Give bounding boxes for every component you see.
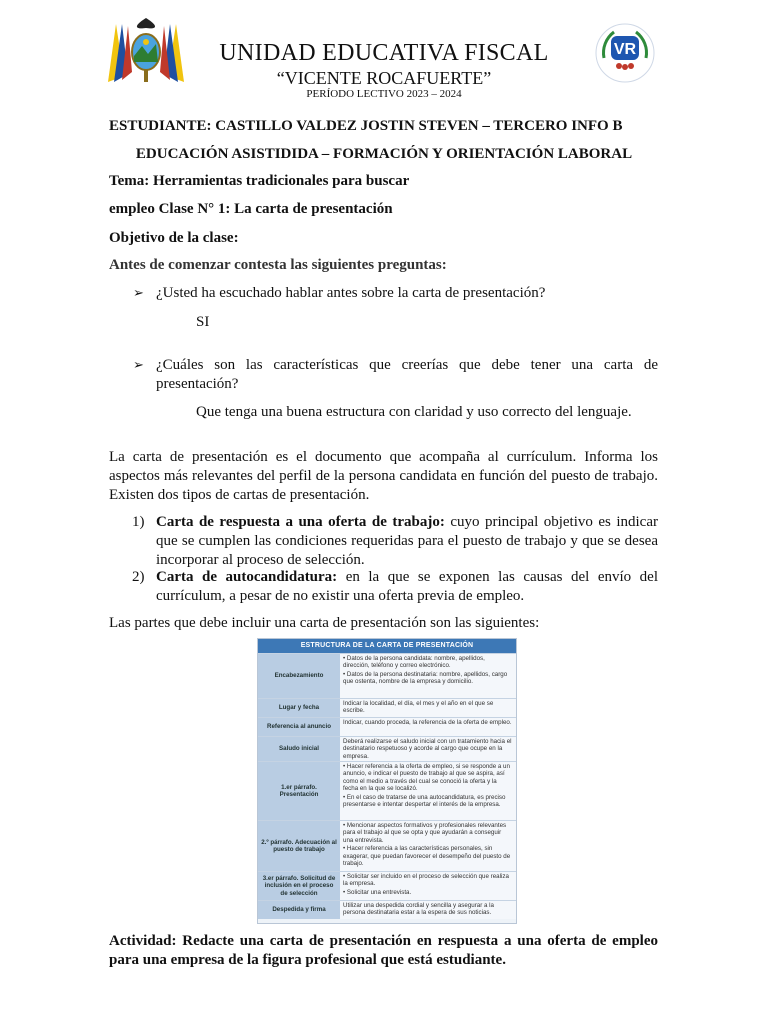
paragraph-intro: La carta de presentación es el documento que acompaña al currículum. Informa los aspectos más relevantes del perfil de la persona candidata en función del puesto de trabajo. Existen dos tipos de cartas de presentación. <box>109 449 658 503</box>
table-cell-text: • Hacer referencia a la oferta de empleo, si se responde a un anuncio, e indicar el puesto de trabajo al que se aspira, así como el medio a través del cual se conoció la oferta y la fecha en la que se localizó. <box>343 763 510 793</box>
table-row-content <box>340 699 516 717</box>
table-cell-text: Deberá realizarse el saludo inicial con un tratamiento hacia el destinatario respetuoso y acorde al cargo que ocupe en la empresa. <box>343 738 512 760</box>
table-row-content <box>340 654 516 698</box>
table-row-content <box>340 762 516 820</box>
table-row-label: 2.º párrafo. Adecuación al puesto de trabajo <box>258 821 340 871</box>
paragraph-parts: Las partes que debe incluir una carta de presentación son las siguientes: <box>109 615 540 631</box>
school-title: UNIDAD EDUCATIVA FISCAL <box>219 40 549 66</box>
table-row-content <box>340 737 516 761</box>
table-cell-text: • Mencionar aspectos formativos y profesionales relevantes para el trabajo al que se opta y que ayudarán a conseguir una entrevista. <box>343 822 507 844</box>
table-row <box>258 900 516 919</box>
table-cell-text: Indicar, cuando proceda, la referencia de la oferta de empleo. <box>343 719 512 726</box>
table-cell-text: • Hacer referencia a las características personales, sin exagerar, que puedan favorecer el desempeño del puesto de trabajo. <box>343 845 511 868</box>
objective-heading: Objetivo de la clase: <box>109 230 239 246</box>
bullet-arrow-icon: ➢ <box>133 357 144 372</box>
questions-intro: Antes de comenzar contesta las siguientes preguntas: <box>109 257 447 273</box>
list-item-number: 2) <box>132 569 145 585</box>
subject-line: EDUCACIÓN ASISTIDIDA – FORMACIÓN Y ORIENTACIÓN LABORAL <box>135 146 633 162</box>
table-row-content <box>340 901 516 919</box>
list-item-text: cuyo principal objetivo es indicar que se cumplen las condiciones requeridas para el puesto de trabajo y que se desea incorporar al proceso de selección. <box>156 514 658 568</box>
topic-line-1: Tema: Herramientas tradicionales para buscar <box>109 173 410 189</box>
topic-line-2: empleo Clase N° 1: La carta de presentación <box>109 201 393 217</box>
school-period: PERÍODO LECTIVO 2023 – 2024 <box>306 88 462 100</box>
table-row <box>258 736 516 761</box>
table-row-label: 3.er párrafo. Solicitud de inclusión en el proceso de selección <box>258 872 340 900</box>
table-title: ESTRUCTURA DE LA CARTA DE PRESENTACIÓN <box>258 639 516 653</box>
question-2: ¿Cuáles son las características que creerías que debe tener una carta de presentación? <box>156 357 658 392</box>
table-cell-text: • En el caso de tratarse de una autocandidatura, es preciso presentarse e intentar despertar el interés de la empresa. <box>343 793 506 809</box>
table-row-label: Referencia al anuncio <box>258 718 340 736</box>
logo-text: VR <box>613 41 637 58</box>
answer-2: Que tenga una buena estructura con claridad y uso correcto del lenguaje. <box>196 404 632 420</box>
structure-table <box>257 638 517 924</box>
table-row-content <box>340 821 516 871</box>
table-cell-text: • Datos de la persona candidata: nombre, apellidos, dirección, teléfono y correo electrónico. <box>343 655 485 670</box>
table-row <box>258 653 516 698</box>
table-row-label: Encabezamiento <box>258 654 340 698</box>
table-row-content <box>340 872 516 900</box>
list-item-term: Carta de respuesta a una oferta de trabajo: <box>156 514 445 530</box>
table-row-content <box>340 718 516 736</box>
table-row <box>258 698 516 717</box>
bullet-arrow-icon: ➢ <box>133 285 144 300</box>
list-item-text: en la que se exponen las causas del envío del currículum, a pesar de no existir una oferta previa de empleo. <box>156 569 658 604</box>
question-1: ¿Usted ha escuchado hablar antes sobre la carta de presentación? <box>156 285 546 301</box>
school-subtitle: “VICENTE ROCAFUERTE” <box>276 68 492 88</box>
list-item <box>156 513 658 570</box>
table-cell-text: Indicar la localidad, el día, el mes y el año en el que se escribe. <box>343 700 494 715</box>
table-row <box>258 871 516 900</box>
table-row-label: 1.er párrafo. Presentación <box>258 762 340 820</box>
table-cell-text: • Solicitar una entrevista. <box>343 888 412 896</box>
answer-1: SI <box>196 314 210 330</box>
table-row-label: Lugar y fecha <box>258 699 340 717</box>
table-row <box>258 717 516 736</box>
activity-instruction: Actividad: Redacte una carta de presentación en respuesta a una oferta de empleo para una empresa de la figura profesional que está estudiante. <box>109 933 658 968</box>
table-row <box>258 820 516 871</box>
list-item-term: Carta de autocandidatura: <box>156 569 338 585</box>
table-cell-text: Utilizar una despedida cordial y sencilla y asegurar a la persona destinataria estar a la espera de sus noticias. <box>343 902 494 917</box>
table-row-label: Despedida y firma <box>258 901 340 919</box>
table-row <box>258 761 516 820</box>
table-cell-text: • Solicitar ser incluido en el proceso de selección que realiza la empresa. <box>343 873 509 888</box>
table-row-label: Saludo inicial <box>258 737 340 761</box>
list-item <box>156 568 658 606</box>
list-item-number: 1) <box>132 514 145 530</box>
table-cell-text: • Datos de la persona destinataria: nombre, apellidos, cargo que ostenta, nombre de la empresa y domicilio. <box>343 670 508 686</box>
student-line: ESTUDIANTE: CASTILLO VALDEZ JOSTIN STEVEN – TERCERO INFO B <box>109 118 623 134</box>
school-logo-icon <box>594 22 656 84</box>
